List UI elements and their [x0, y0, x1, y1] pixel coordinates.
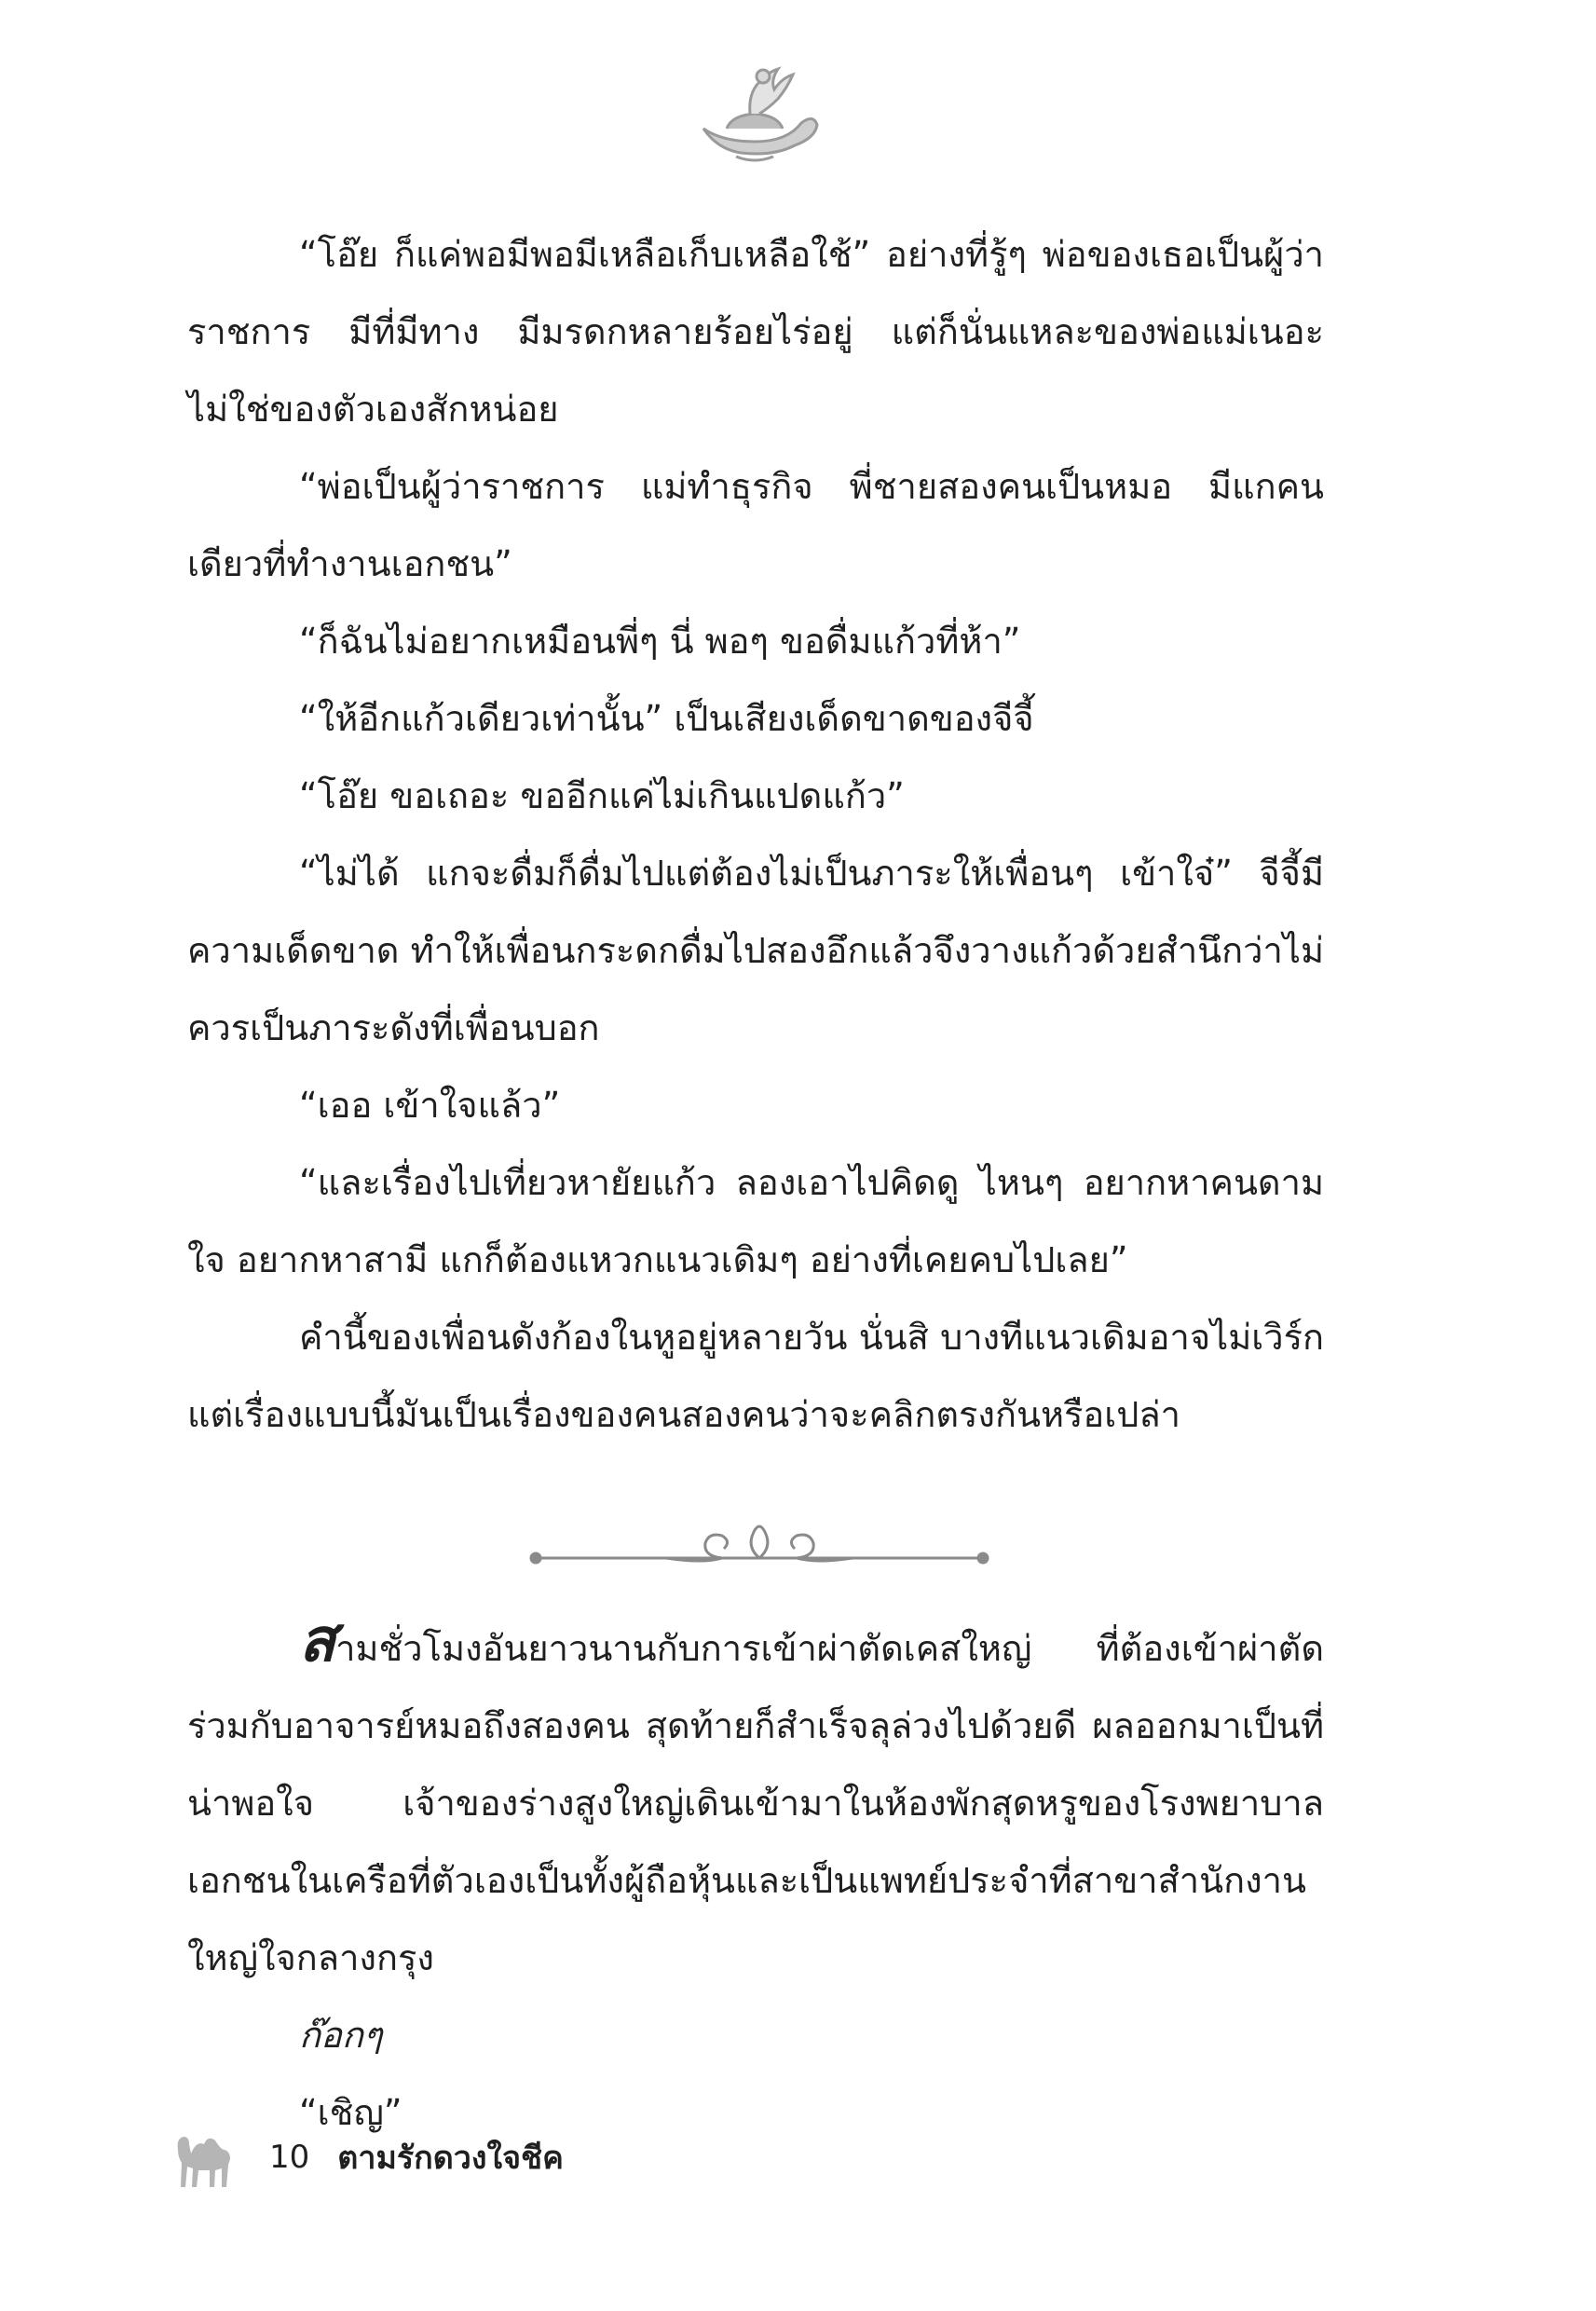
paragraph: “เชิญ”: [299, 2092, 402, 2133]
camel-icon: [172, 2122, 238, 2193]
page-number: 10: [269, 2139, 310, 2176]
paragraph: “ไม่ได้ แกจะดื่มก็ดื่มไปแต่ต้องไม่เป็นภาระให้เพื่อนๆ เข้าใจ๋” จีจี้มีความเด็ดขาด ทำให้เพื่อนกระดกดื่มไปสองอึกแล้วจึงวางแก้วด้วยสำนึกว่าไม่ควรเป็นภาระดังที่เพื่อนบอก: [187, 853, 1324, 1048]
paragraph: “พ่อเป็นผู้ว่าราชการ แม่ทำธุรกิจ พี่ชายสองคนเป็นหมอ มีแกคนเดียวที่ทำงานเอกชน”: [187, 466, 1324, 584]
paragraph: [187, 1607, 1324, 1997]
paragraph: “เออ เข้าใจแล้ว”: [299, 1085, 561, 1126]
paragraph: “ก็ฉันไม่อยากเหมือนพี่ๆ นี่ พอๆ ขอดื่มแก้วที่ห้า”: [299, 621, 1021, 662]
knock-sound: ก๊อกๆ: [299, 2015, 383, 2056]
paragraph: “โอ๊ย ขอเถอะ ขออีกแค่ไม่เกินแปดแก้ว”: [299, 775, 905, 816]
genie-lamp-icon: [685, 56, 825, 168]
book-title: ตามรักดวงใจชีค: [337, 2140, 564, 2177]
section-two: [187, 1607, 1324, 2152]
paragraph: คำนี้ของเพื่อนดังก้องในหูอยู่หลายวัน นั่นสิ บางทีแนวเดิมอาจไม่เวิร์ก แต่เรื่องแบบนี้มันเป็นเรื่องของคนสองคนว่าจะคลิกตรงกันหรือเปล่า: [187, 1317, 1324, 1435]
paragraph: “และเรื่องไปเที่ยวหายัยแก้ว ลองเอาไปคิดดู ไหนๆ อยากหาคนดามใจ อยากหาสามี แกก็ต้องแหวกแนวเดิมๆ อย่างที่เคยคบไปเลย”: [187, 1162, 1324, 1280]
body-text: [187, 216, 1324, 1454]
paragraph: “ให้อีกแก้วเดียวเท่านั้น” เป็นเสียงเด็ดขาดของจีจี้: [299, 698, 1034, 739]
paragraph: “โอ๊ย ก็แค่พอมีพอมีเหลือเก็บเหลือใช้” อย่างที่รู้ๆ พ่อของเธอเป็นผู้ว่าราชการ มีที่มีทาง มีมรดกหลายร้อยไร่อยู่ แต่ก็นั่นแหละของพ่อแม่เนอะ ไม่ใช่ของตัวเองสักหน่อย: [187, 234, 1324, 430]
drop-cap: ส: [299, 1607, 336, 1675]
page-footer: [172, 2120, 564, 2195]
scroll-divider: [526, 1510, 992, 1584]
paragraph-text: ามชั่วโมงอันยาวนานกับการเข้าผ่าตัดเคสใหญ่ ที่ต้องเข้าผ่าตัดร่วมกับอาจารย์หมอถึงสองคน สุดท้ายก็สำเร็จลุล่วงไปด้วยดี ผลออกมาเป็นที่น่าพอใจ เจ้าของร่างสูงใหญ่เดินเข้ามาในห้องพักสุดหรูของโรงพยาบาลเอกชนในเครือที่ตัวเองเป็นทั้งผู้ถือหุ้นและเป็นแพทย์ประจำที่สาขาสำนักงานใหญ่ใจกลางกรุง: [187, 1628, 1324, 1978]
